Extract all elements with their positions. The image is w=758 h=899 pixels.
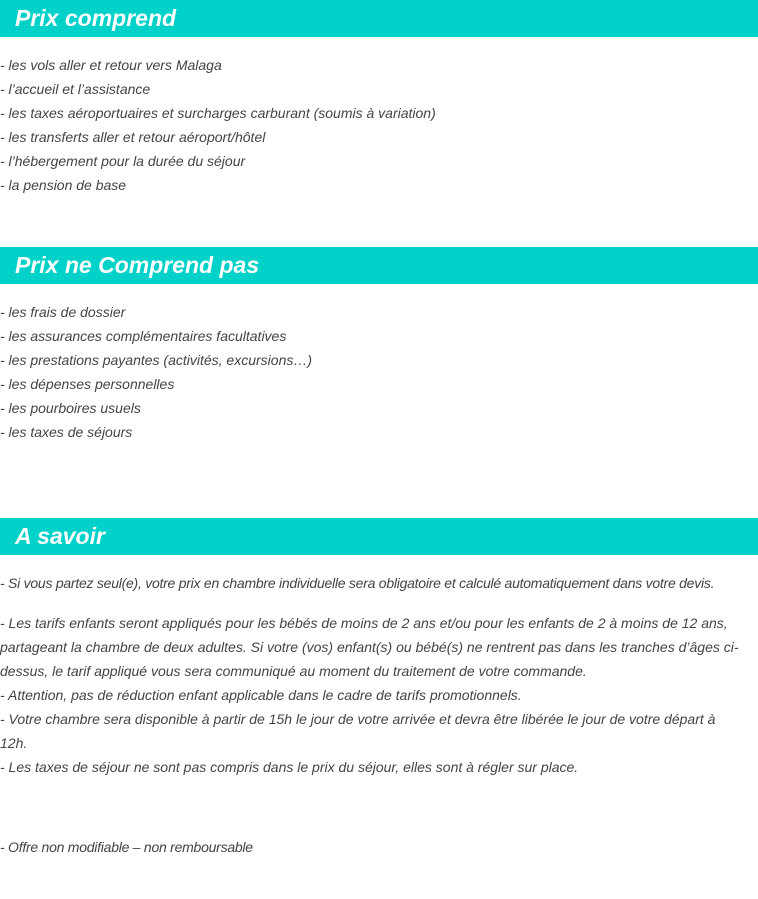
list-item: - les frais de dossier xyxy=(0,304,126,320)
tourist-tax-note: - Les taxes de séjour ne sont pas compris dans le prix du séjour, elles sont à régler sur place. xyxy=(0,759,579,775)
list-item: - les assurances complémentaires facultatives xyxy=(0,328,287,344)
excludes-list xyxy=(0,300,758,444)
section-title-info: A savoir xyxy=(15,523,105,549)
solo-traveler-note: - Si vous partez seul(e), votre prix en chambre individuelle sera obligatoire et calculé automatiquement dans votre devis. xyxy=(0,575,715,591)
list-item: - les prestations payantes (activités, excursions…) xyxy=(0,352,313,368)
room-availability-note: - Votre chambre sera disponible à partir de 15h le jour de votre arrivée et devra être libérée le jour de votre départ à 12h. xyxy=(0,711,716,751)
includes-list xyxy=(0,53,758,197)
section-header-info xyxy=(0,518,758,555)
list-item: - les vols aller et retour vers Malaga xyxy=(0,57,222,73)
list-item: - la pension de base xyxy=(0,177,127,193)
section-title-excludes: Prix ne Comprend pas xyxy=(15,252,260,278)
section-header-includes xyxy=(0,0,758,37)
list-item: - les pourboires usuels xyxy=(0,400,141,416)
list-item: - l’accueil et l’assistance xyxy=(0,81,151,97)
section-header-excludes xyxy=(0,247,758,284)
list-item: - les taxes de séjours xyxy=(0,424,133,440)
children-rates-note: - Les tarifs enfants seront appliqués pour les bébés de moins de 2 ans et/ou pour les enfants de 2 à moins de 12 ans, partageant la chambre de deux adultes. Si votre (vos) enfant(s) ou bébé(s) ne rentrent pas dans les tranches d’âges ci-dessus, le tarif appliqué vous sera communiqué au moment du traitement de votre commande. xyxy=(0,615,739,679)
info-notes xyxy=(0,611,758,779)
list-item: - les taxes aéroportuaires et surcharges carburant (soumis à variation) xyxy=(0,105,436,121)
offer-conditions-note: - Offre non modifiable – non remboursable xyxy=(0,839,253,855)
section-title-includes: Prix comprend xyxy=(15,5,177,31)
list-item: - les dépenses personnelles xyxy=(0,376,175,392)
list-item: - les transferts aller et retour aéroport/hôtel xyxy=(0,129,266,145)
list-item: - l’hébergement pour la durée du séjour xyxy=(0,153,246,169)
promo-note: - Attention, pas de réduction enfant applicable dans le cadre de tarifs promotionnels. xyxy=(0,687,522,703)
